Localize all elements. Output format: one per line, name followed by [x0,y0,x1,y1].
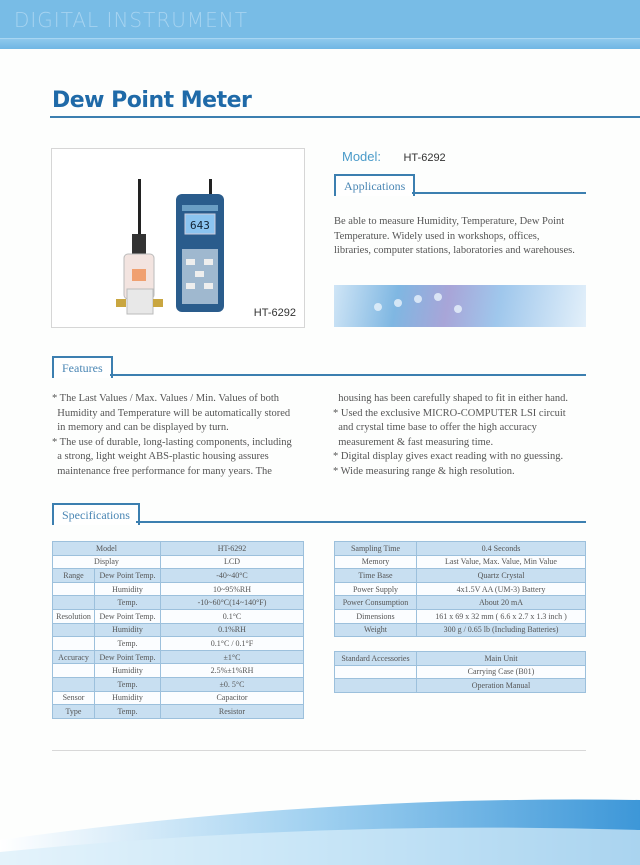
spec-label: Humidity [95,691,161,705]
spec-value: Last Value, Max. Value, Min Value [417,555,586,569]
applications-line: Be able to measure Humidity, Temperature, Dew Point [334,216,565,227]
spec-row [53,623,304,637]
spec-label: Model [53,542,161,556]
spec-label: Range [53,569,95,583]
photo-model-label: HT-6292 [253,307,296,319]
features-divider [110,374,586,376]
feature-line: in memory and can be displayed by turn. [52,422,229,433]
spec-value: 300 g / 0.65 lb (Including Batteries) [417,623,586,637]
spec-row [53,596,304,610]
spec-label: Power Consumption [335,596,417,610]
spec-row [53,637,304,651]
product-photo [51,148,305,328]
spec-label: Temp. [95,637,161,651]
feature-line: * Used the exclusive MICRO-COMPUTER LSI circuit [333,407,566,419]
spec-value: Resistor [161,705,304,719]
spec-value: 0.1%RH [161,623,304,637]
spec-row [335,665,586,679]
spec-label [53,664,95,678]
spec-row [53,555,304,569]
spec-row [335,555,586,569]
spec-label: Sensor [53,691,95,705]
spec-row [53,582,304,596]
applications-divider [412,192,586,194]
spec-row [53,691,304,705]
spec-value: 161 x 69 x 32 mm ( 6.6 x 2.7 x 1.3 inch ) [417,609,586,623]
spec-label: Weight [335,623,417,637]
spec-value: 0.1°C [161,609,304,623]
model-info [342,148,446,166]
spec-row [53,664,304,678]
feature-line: housing has been carefully shaped to fit in either hand. [333,393,569,404]
spec-row [335,652,586,666]
spec-label: Temp. [95,596,161,610]
spec-label: Dew Point Temp. [95,650,161,664]
spec-label [53,623,95,637]
dew-point-meter-image [52,149,304,327]
spec-value: 2.5%±1%RH [161,664,304,678]
spec-value: About 20 mA [417,596,586,610]
spec-label [53,582,95,596]
spec-row [53,650,304,664]
spec-row [335,679,586,693]
spec-label: Standard Accessories [335,652,417,666]
spec-value: Operation Manual [417,679,586,693]
title-divider [50,116,640,118]
spec-label: Temp. [95,677,161,691]
circuit-board-image [334,285,586,327]
spec-row [53,705,304,719]
spec-label: Humidity [95,664,161,678]
feature-line: measurement & fast measuring time. [333,436,494,448]
specifications-heading: Specifications [52,503,140,525]
spec-value: HT-6292 [161,542,304,556]
applications-line: Temperature. Widely used in workshops, offices, [334,230,540,242]
spec-label: Resolution [53,609,95,623]
spec-label: Display [53,555,161,569]
spec-label: Dimensions [335,609,417,623]
model-label: Model: [342,149,382,164]
spec-label: Memory [335,555,417,569]
spec-value: Carrying Case (B01) [417,665,586,679]
spec-row [53,677,304,691]
spec-value: ±0. 5°C [161,677,304,691]
spec-value: 10~95%RH [161,582,304,596]
spec-row [53,609,304,623]
footer-wave [0,790,640,865]
lcd-reading: 643 [190,219,210,232]
spec-label: Dew Point Temp. [95,569,161,583]
spec-label: Humidity [95,623,161,637]
features-col2 [333,392,568,479]
spec-row [53,569,304,583]
spec-row [335,609,586,623]
applications-text [334,215,575,259]
spec-value: -10~60°C(14~140°F) [161,596,304,610]
spec-value: 4x1.5V AA (UM-3) Battery [417,582,586,596]
spec-row [335,623,586,637]
feature-line: Humidity and Temperature will be automatically stored [52,407,291,419]
spec-table-general [334,541,586,637]
banner-title: DIGITAL INSTRUMENT [14,8,248,32]
specifications-divider [136,521,586,523]
spec-label: Humidity [95,582,161,596]
features-col1 [52,392,292,479]
spec-label [335,665,417,679]
applications-line: libraries, computer stations, laboratories and warehouses. [334,245,575,256]
spec-label [53,637,95,651]
model-value: HT-6292 [403,152,446,164]
feature-line: and crystal time base to offer the high accuracy [333,422,537,433]
page-title: Dew Point Meter [52,88,252,113]
spec-value: -40~40°C [161,569,304,583]
feature-line: * The use of durable, long-lasting components, including [52,436,292,448]
spec-label [53,596,95,610]
spec-label: Temp. [95,705,161,719]
spec-label [335,679,417,693]
feature-line: * Wide measuring range & high resolution. [333,465,515,477]
spec-label [53,677,95,691]
spec-value: 0.1°C / 0.1°F [161,637,304,651]
feature-line: * Digital display gives exact reading with no guessing. [333,451,564,462]
spec-value: Capacitor [161,691,304,705]
accessories-table [334,651,586,693]
spec-table-main [52,541,304,719]
spec-value: LCD [161,555,304,569]
spec-row [335,582,586,596]
spec-row [335,569,586,583]
feature-line: a strong, light weight ABS-plastic housing assures [52,451,269,462]
spec-value: ±1°C [161,650,304,664]
feature-line: * The Last Values / Max. Values / Min. Values of both [52,393,279,404]
spec-label: Power Supply [335,582,417,596]
spec-value: 0.4 Seconds [417,542,586,556]
spec-row [53,542,304,556]
spec-value: Quartz Crystal [417,569,586,583]
feature-line: maintenance free performance for many years. The [52,465,272,477]
spec-value: Main Unit [417,652,586,666]
header-banner [0,0,640,38]
spec-label: Dew Point Temp. [95,609,161,623]
spec-row [335,542,586,556]
features-heading: Features [52,356,113,378]
spec-label: Time Base [335,569,417,583]
spec-label: Type [53,705,95,719]
spec-label: Sampling Time [335,542,417,556]
spec-label: Accuracy [53,650,95,664]
page-divider [52,750,586,751]
applications-heading: Applications [334,174,415,196]
spec-row [335,596,586,610]
banner-strip [0,38,640,49]
